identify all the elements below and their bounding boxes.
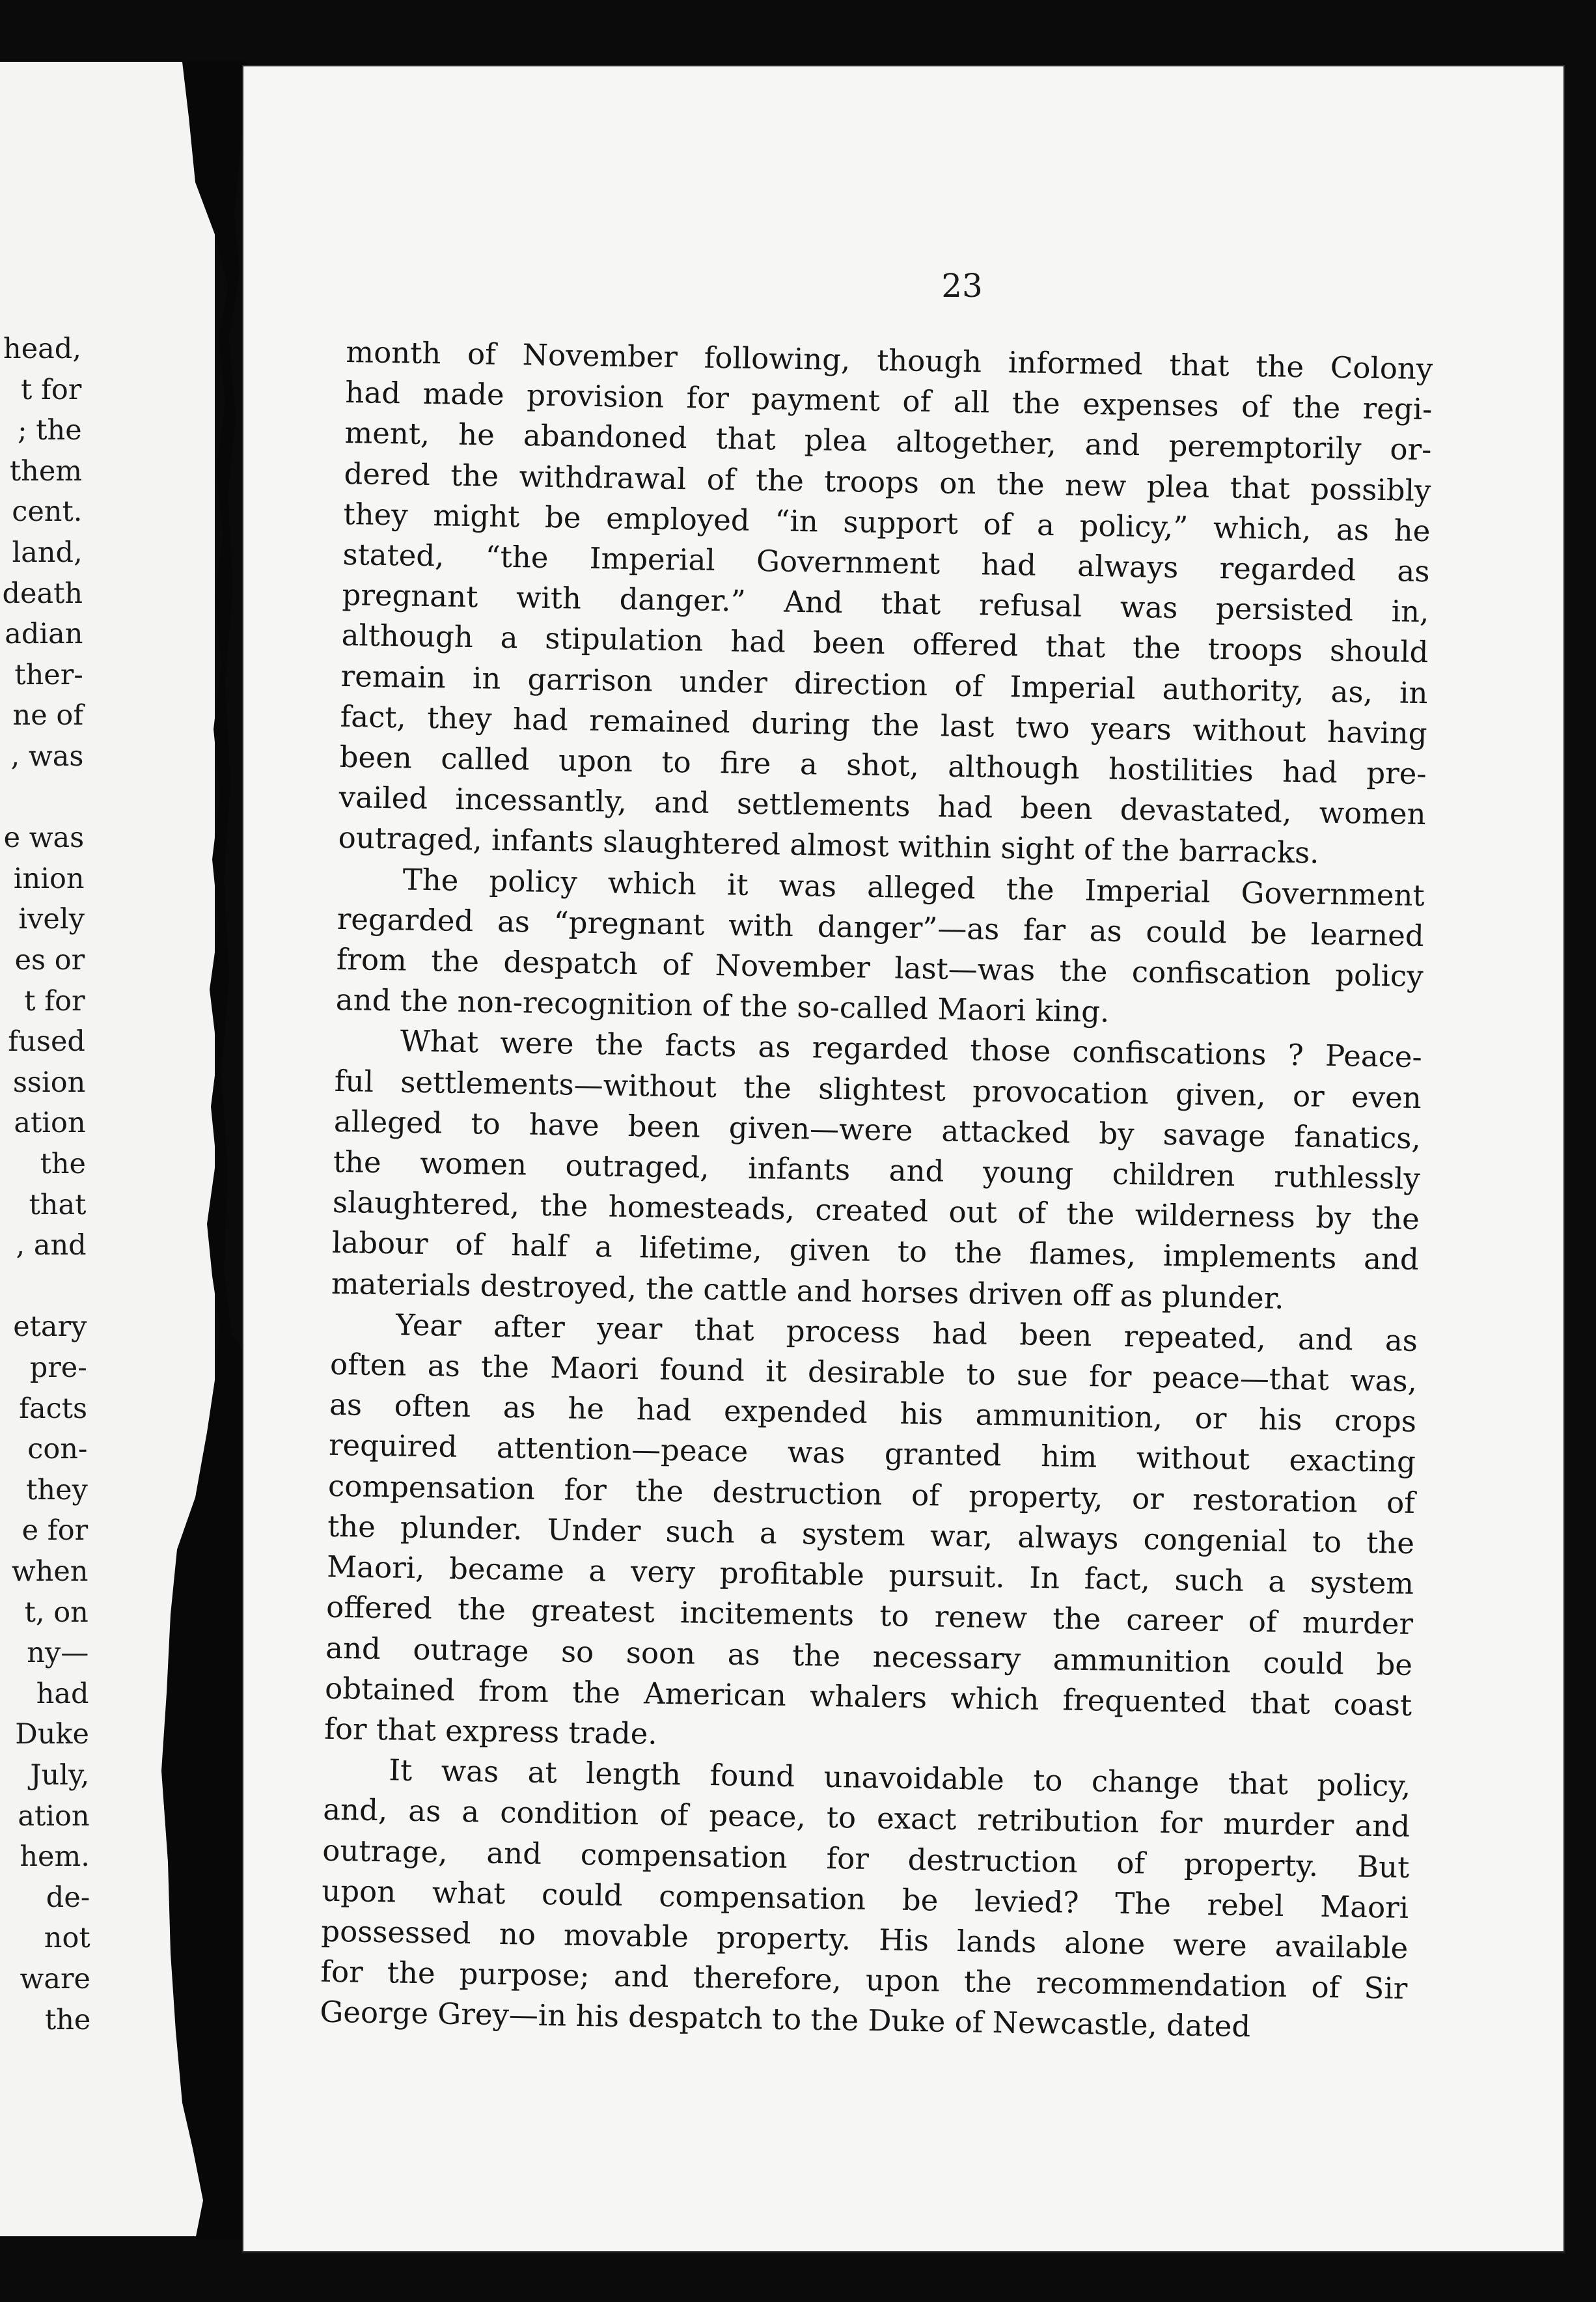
text-line: Maori, became a very profitable pursuit. In fact, such a system — [326, 1549, 1414, 1602]
paragraph — [320, 1749, 1411, 2050]
text-line: although a stipulation had been offered that the troops should — [341, 618, 1429, 670]
previous-page-line-fragment: death — [2, 577, 83, 610]
text-line: What were the facts as regarded those confiscations ? Peace- — [400, 1023, 1423, 1075]
text-line: outraged, infants slaughtered almost within sight of the barracks. — [338, 820, 1319, 871]
text-line: been called upon to fire a shot, although hostilities had pre- — [339, 739, 1427, 792]
text-line: offered the greatest incitements to renew the career of murder — [325, 1590, 1414, 1642]
text-line: The policy which it was alleged the Imperial Government — [402, 862, 1425, 913]
text-line: the plunder. Under such a system war, always congenial to the — [327, 1508, 1415, 1560]
text-line: often as the Maori found it desirable to sue for peace—that was, — [329, 1346, 1418, 1399]
previous-page-line-fragment: facts — [19, 1392, 88, 1425]
text-line: for that express trade. — [323, 1711, 658, 1751]
previous-page-text — [0, 62, 215, 2236]
previous-page-line-fragment: ively — [18, 903, 85, 936]
text-line: compensation for the destruction of property, or restoration of — [327, 1468, 1416, 1520]
previous-page-line-fragment: Duke — [15, 1718, 89, 1751]
text-line: slaughtered, the homesteads, created out of the wilderness by the — [332, 1185, 1420, 1237]
text-line: the women outraged, infants and young children ruthlessly — [333, 1144, 1421, 1197]
previous-page-line-fragment: the — [44, 2003, 91, 2036]
text-line: fact, they had remained during the last two years without having — [340, 699, 1427, 751]
text-line: remain in garrison under direction of Imperial authority, as, in — [340, 658, 1428, 710]
page-number: 23 — [941, 267, 983, 305]
text-line: they might be employed “in support of a policy,” which, as he — [343, 496, 1431, 549]
previous-page-line-fragment: ny— — [27, 1637, 89, 1670]
previous-page-line-fragment: inion — [13, 862, 85, 895]
previous-page-line-fragment: the — [40, 1148, 86, 1180]
previous-page-line-fragment: cent. — [12, 495, 83, 529]
text-line: and the non-recognition of the so-called Maori king. — [335, 982, 1110, 1029]
previous-page-line-fragment: etary — [13, 1310, 87, 1344]
text-line: possessed no movable property. His lands alone were available — [320, 1913, 1409, 1965]
previous-page-line-fragment: es or — [14, 944, 85, 977]
text-line: for the purpose; and therefore, upon the recommendation of Sir — [320, 1954, 1408, 2006]
text-line: month of November following, though informed that the Colony — [346, 334, 1433, 387]
previous-page-line-fragment: ; the — [18, 414, 82, 447]
text-line: dered the withdrawal of the troops on the new plea that possibly — [344, 456, 1431, 508]
text-line: regarded as “pregnant with danger”—as far as could be learned — [337, 901, 1425, 953]
text-line: outrage, and compensation for destruction of property. But — [322, 1833, 1410, 1885]
previous-page-line-fragment: head, — [3, 333, 81, 365]
previous-page-line-fragment: ne of — [12, 699, 84, 732]
text-line: George Grey—in his despatch to the Duke of Newcastle, dated — [320, 1995, 1251, 2044]
previous-page-line-fragment: , and — [16, 1229, 87, 1262]
previous-page-fragment — [0, 62, 215, 2236]
previous-page-line-fragment: t, on — [24, 1596, 89, 1629]
paragraph — [335, 859, 1425, 1038]
previous-page-line-fragment: ation — [14, 1107, 86, 1140]
previous-page-line-fragment: they — [26, 1473, 88, 1506]
previous-page-line-fragment: them — [9, 454, 83, 488]
paragraph — [331, 1020, 1423, 1321]
text-line: Year after year that process had been repeated, and as — [395, 1307, 1418, 1358]
text-line: labour of half a lifetime, given to the flames, implements and — [331, 1225, 1420, 1277]
previous-page-line-fragment: t for — [24, 984, 85, 1018]
previous-page-line-fragment: e was — [3, 822, 85, 855]
previous-page-line-fragment: ware — [20, 1963, 90, 1995]
previous-page-line-fragment: hem. — [20, 1840, 90, 1874]
previous-page-line-fragment: ation — [18, 1799, 90, 1833]
paragraph — [324, 1304, 1418, 1766]
previous-page-line-fragment: , was — [10, 740, 84, 773]
paragraph — [338, 332, 1433, 876]
previous-page-line-fragment: de- — [46, 1881, 90, 1914]
previous-page-line-fragment: had — [36, 1677, 89, 1710]
previous-page-line-fragment: t for — [21, 373, 82, 406]
text-line: ment, he abandoned that plea altogether, and peremptorily or- — [344, 415, 1432, 467]
text-line: ful settlements—without the slightest provocation given, or even — [334, 1063, 1422, 1115]
text-line: from the despatch of November last—was the confiscation policy — [336, 941, 1424, 994]
current-page — [242, 65, 1565, 2253]
previous-page-line-fragment: ther- — [14, 658, 83, 691]
previous-page-line-fragment: pre- — [29, 1352, 87, 1384]
text-line: required attention—peace was granted him without exacting — [328, 1428, 1416, 1480]
previous-page-line-fragment: con- — [27, 1433, 88, 1466]
text-line: materials destroyed, the cattle and horses driven off as plunder. — [331, 1266, 1284, 1316]
text-line: It was at length found unavoidable to change that policy, — [388, 1753, 1411, 1804]
previous-page-line-fragment: land, — [12, 536, 83, 569]
text-line: and outrage so soon as the necessary ammunition could be — [325, 1630, 1413, 1682]
page-body-text — [320, 332, 1433, 2049]
text-line: stated, “the Imperial Government had always regarded as — [342, 536, 1430, 589]
previous-page-line-fragment: e for — [21, 1514, 89, 1547]
previous-page-line-fragment: adian — [5, 618, 83, 651]
previous-page-line-fragment: that — [29, 1188, 87, 1221]
previous-page-line-fragment: not — [44, 1922, 90, 1955]
text-line: and, as a condition of peace, to exact retribution for murder and — [322, 1792, 1410, 1844]
previous-page-line-fragment: ssion — [12, 1066, 86, 1099]
text-line: upon what could compensation be levied? The rebel Maori — [321, 1873, 1409, 1925]
previous-page-line-fragment: fused — [8, 1025, 85, 1059]
text-line: as often as he had expended his ammunition, or his crops — [329, 1387, 1417, 1439]
text-line: obtained from the American whalers which frequented that coast — [324, 1671, 1412, 1723]
previous-page-line-fragment: when — [11, 1555, 89, 1588]
text-line: pregnant with danger.” And that refusal was persisted in, — [342, 577, 1429, 630]
text-line: vailed incessantly, and settlements had been devastated, women — [338, 780, 1426, 832]
text-line: alleged to have been given—were attacked by savage fanatics, — [333, 1103, 1422, 1156]
previous-page-line-fragment: July, — [30, 1759, 90, 1792]
text-line: had made provision for payment of all the expenses of the regi- — [345, 375, 1433, 427]
